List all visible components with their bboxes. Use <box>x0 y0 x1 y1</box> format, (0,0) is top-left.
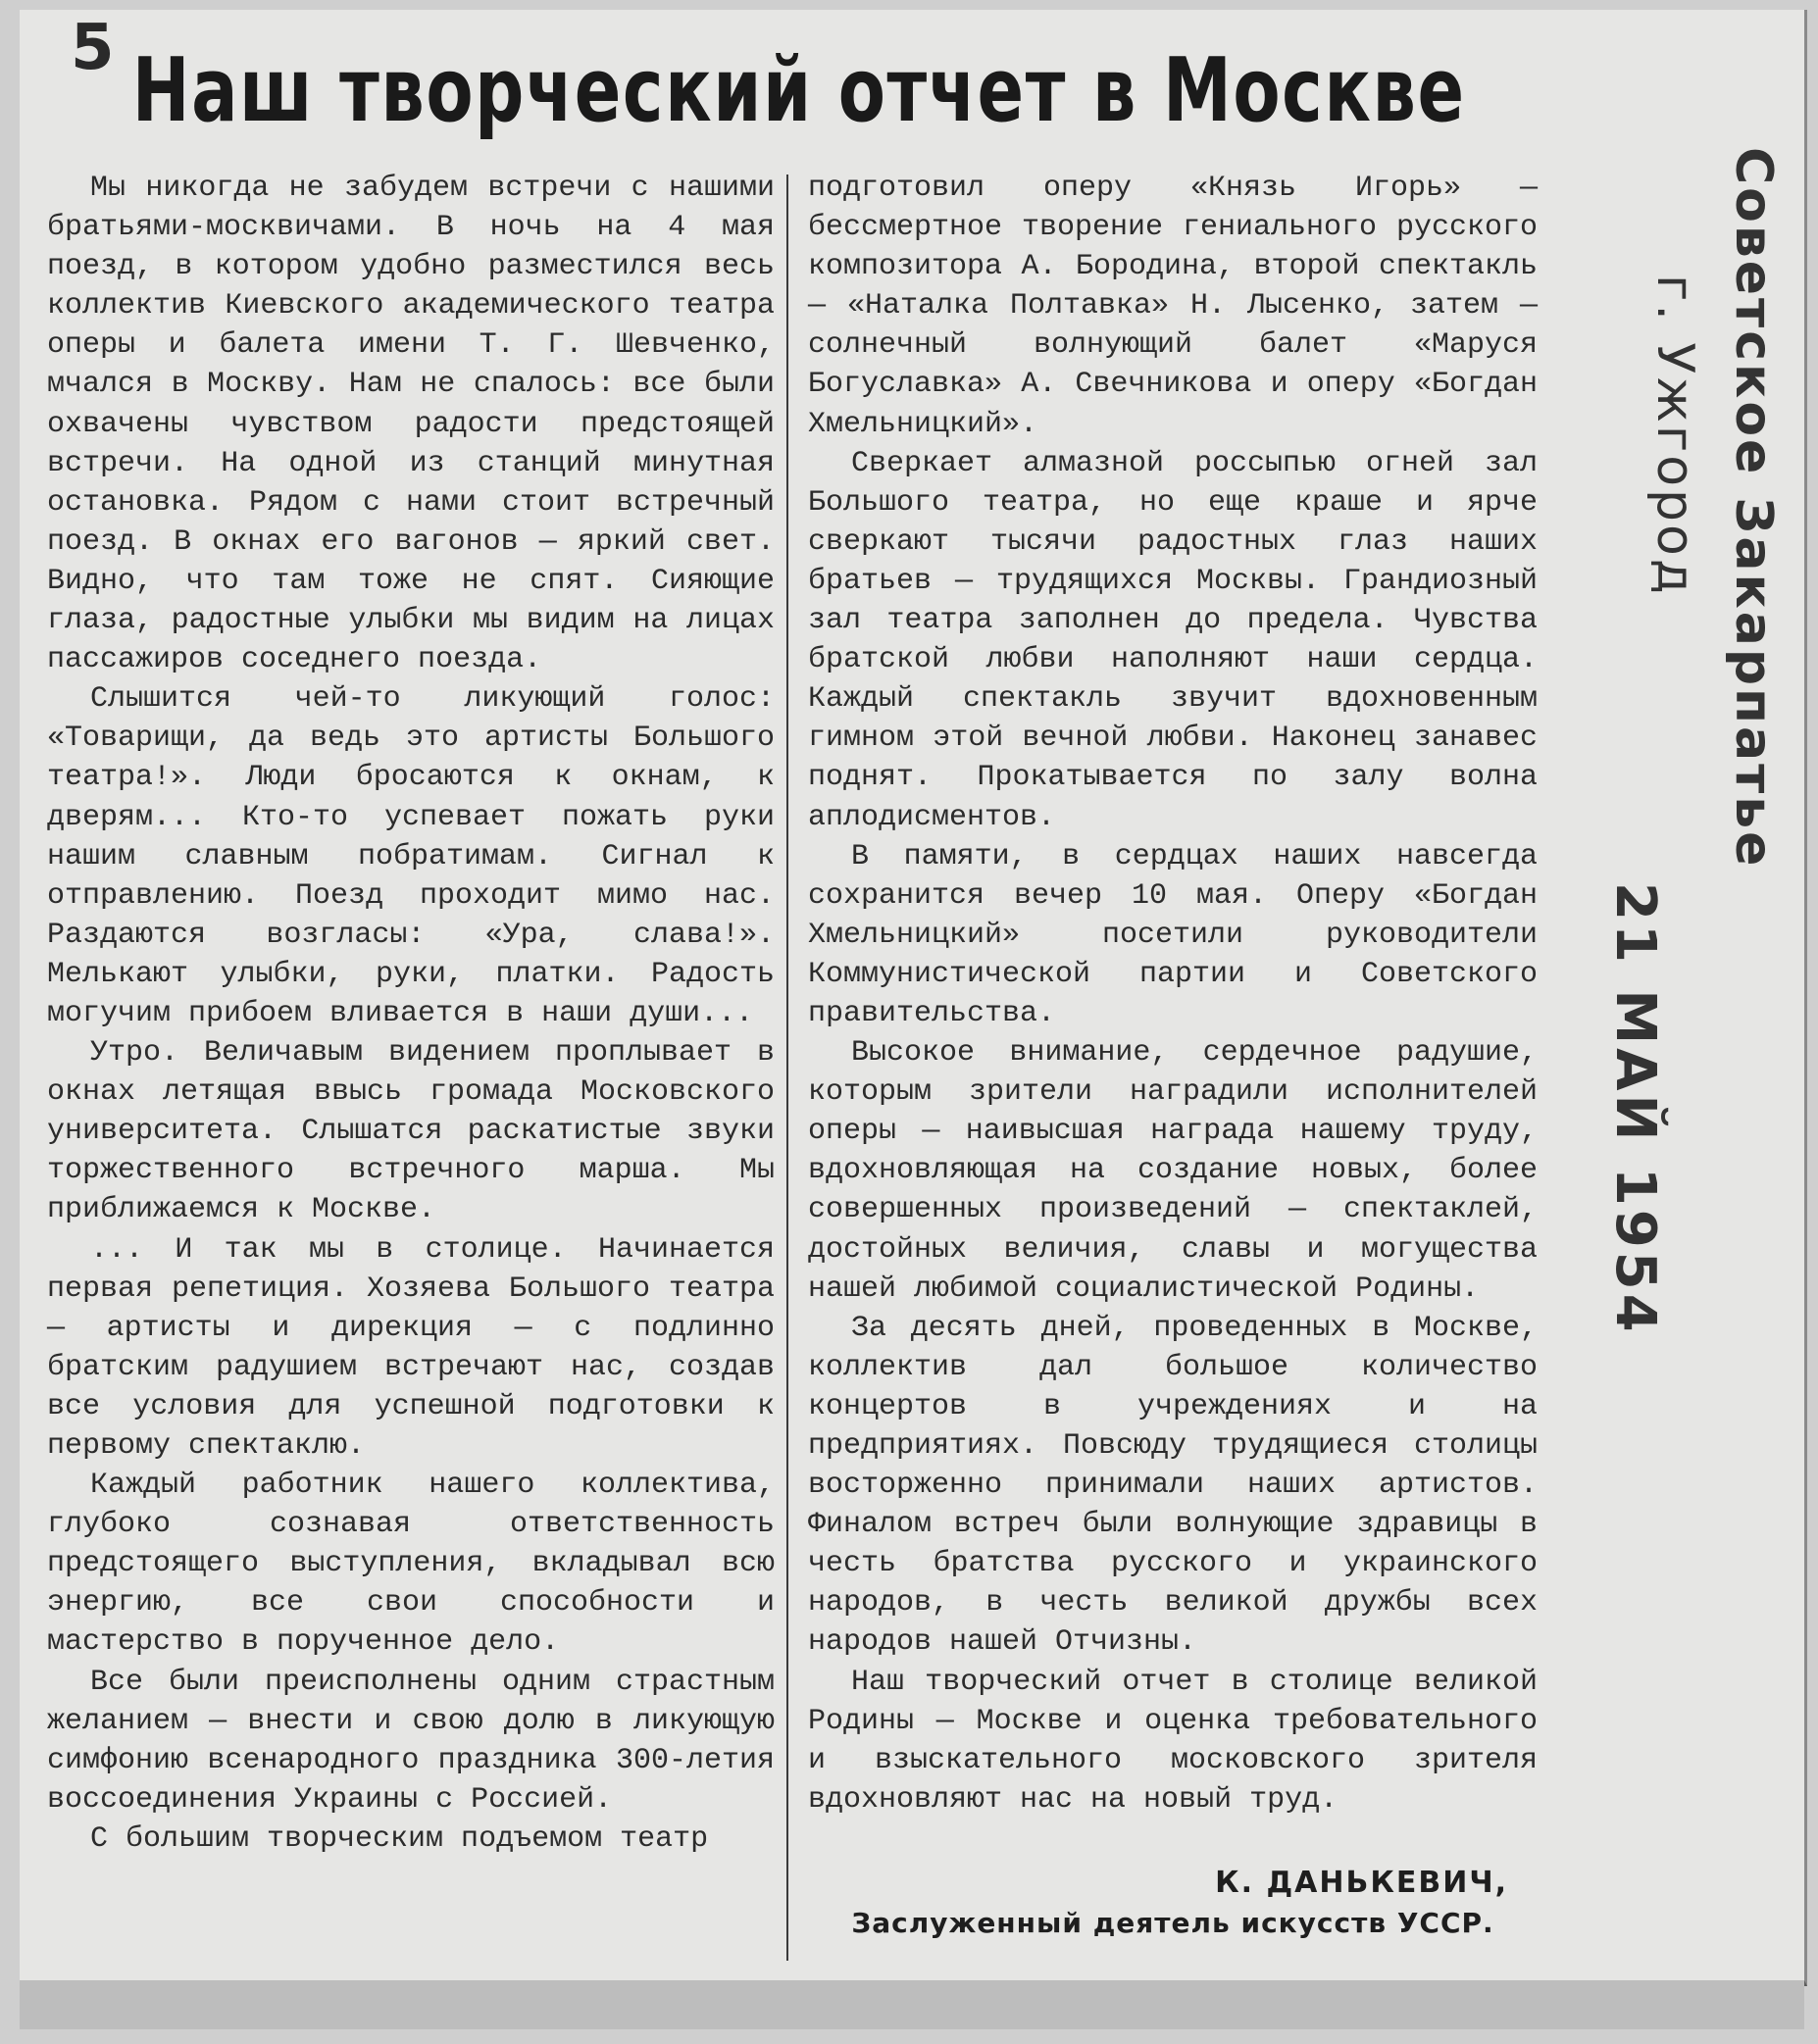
paragraph: Все были преисполнены одним страстным желанием — внести и свою долю в ликующую симфонию всенародного праздника 300-летия воссоединения Украины с Россией. <box>47 1665 775 1817</box>
bottom-strip <box>20 1980 1804 2029</box>
paragraph: За десять дней, проведенных в Москве, коллектив дал большое количество концертов в учреждениях и на предприятиях. Повсюду трудящиеся столицы восторженно принимали наших артистов. Финалом встреч были волнующие здравицы в честь братства русского и украинского народов, в честь великой дружбы всех народов нашей Отчизны. <box>808 1311 1538 1660</box>
paragraph: подготовил оперу «Князь Игорь» — бессмертное творение гениального русского композитора А. Бородина, второй спектакль — «Наталка Полтавка» Н. Лысенко, затем — солнечный волнующий балет «Маруся Богуславка» А. Свечникова и оперу «Богдан Хмельницкий». <box>808 172 1538 441</box>
paragraph: В памяти, в сердцах наших навсегда сохранится вечер 10 мая. Оперу «Богдан Хмельницкий» посетили руководители Коммунистической партии и Советского правительства. <box>808 839 1538 1030</box>
left-column <box>47 169 775 1859</box>
headline <box>132 22 1466 159</box>
paragraph: Слышится чей-то ликующий голос: «Товарищи, да ведь это артисты Большого театра!». Люди бросаются к окнам, к дверям... Кто-то успевает пожать руки нашим славным побратимам. Сигнал к отправлению. Поезд проходит мимо нас. Раздаются возгласы: «Ура, слава!». Мелькают улыбки, руки, платки. Радость могучим прибоем вливается в наши души... <box>47 682 775 1030</box>
paragraph: Высокое внимание, сердечное радушие, которым зрители наградили исполнителей оперы — наивысшая награда нашему труду, вдохновляющая на создание новых, более совершенных произведений — спектаклей, достойных величия, славы и могущества нашей любимой социалистической Родины. <box>808 1036 1538 1306</box>
paragraph: Утро. Величавым видением проплывает в окнах летящая ввысь громада Московского университета. Слышатся раскатистые звуки торжественного встречного марша. Мы приближаемся к Москве. <box>47 1036 775 1227</box>
city-stamp: г. Ужгород <box>1645 274 1704 597</box>
paragraph: Мы никогда не забудем встречи с нашими братьями-москвичами. В ночь на 4 мая поезд, в котором удобно разместился весь коллектив Киевского академического театра оперы и балета имени Т. Г. Шевченко, мчался в Москву. Нам не спалось: все были охвачены чувством радости предстоящей встречи. На одной из станций минутная остановка. Рядом с нами стоит встречный поезд. В окнах его вагонов — яркий свет. Видно, что там тоже не спят. Сияющие глаза, радостные улыбки мы видим на лицах пассажиров соседнего поезда. <box>47 172 775 677</box>
paragraph: Наш творческий отчет в столице великой Родины — Москве и оценка требовательного и взыскательного московского зрителя вдохновляют нас на новый труд. <box>808 1665 1538 1817</box>
paragraph: Каждый работник нашего коллектива, глубоко сознавая ответственность предстоящего выступления, вкладывал всю энергию, все свои способности и мастерство в порученное дело. <box>47 1469 775 1660</box>
newspaper-stamp: Советское Закарпатье <box>1724 147 1783 870</box>
paragraph: С большим творческим подъемом театр <box>90 1821 709 1856</box>
author-title: Заслуженный деятель искусств УССР. <box>851 1907 1494 1939</box>
signature-block <box>808 1863 1538 1943</box>
headline-text: Наш творческий отчет в Москве <box>132 38 1466 142</box>
date-stamp: 21 МАЙ 1954 <box>1603 882 1667 1336</box>
paragraph: ... И так мы в столице. Начинается первая репетиция. Хозяева Большого театра — артисты и дирекция — с подлинно братским радушием встречают нас, создав все условия для успешной подготовки к первому спектаклю. <box>47 1232 775 1463</box>
paragraph: Сверкает алмазной россыпью огней зал Большого театра, но еще краше и ярче сверкают тысячи радостных глаз наших братьев — трудящихся Москвы. Грандиозный зал театра заполнен до предела. Чувства братской любви наполняют наши сердца. Каждый спектакль звучит вдохновенным гимном этой вечной любви. Наконец занавес поднят. Прокатывается по залу волна аплодисментов. <box>808 446 1538 834</box>
right-column <box>808 169 1538 1820</box>
corner-mark: 5 <box>71 12 115 84</box>
column-divider <box>786 174 788 1961</box>
author-name: К. ДАНЬКЕВИЧ, <box>1215 1866 1508 1900</box>
